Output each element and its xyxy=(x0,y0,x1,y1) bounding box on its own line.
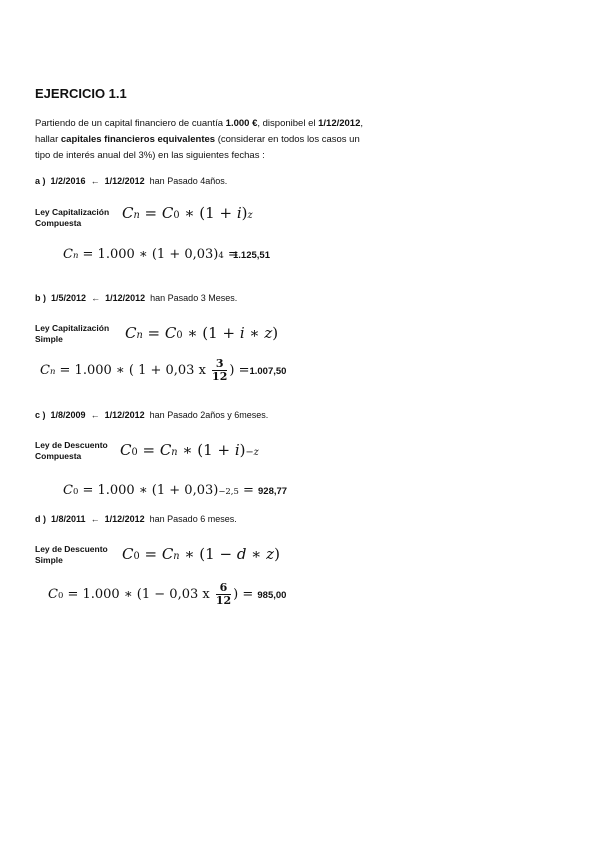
fraction xyxy=(212,358,227,383)
calc-body: = 1.000 ∗ (1 + 0,03) xyxy=(78,483,219,498)
case-from-date: 1/8/2011 xyxy=(51,514,86,524)
arrow-left-icon: ← xyxy=(90,410,100,420)
intro-text: , disponibel el xyxy=(257,118,319,129)
case-b-law-label xyxy=(35,323,109,345)
variable: i ∗ z xyxy=(239,324,273,342)
case-letter: a ) xyxy=(35,176,46,186)
case-b-formula xyxy=(125,324,278,342)
operator: = xyxy=(142,324,165,342)
intro-keyword: capitales financieros equivalentes xyxy=(60,134,216,145)
variable: i xyxy=(234,441,240,459)
law-type: Compuesta xyxy=(35,451,82,461)
exponent: z xyxy=(247,210,253,221)
exponent: −z xyxy=(245,447,259,458)
intro-text: hallar xyxy=(35,134,61,145)
operator: = xyxy=(139,545,162,563)
problem-statement xyxy=(35,116,405,164)
case-from-date: 1/2/2016 xyxy=(50,176,86,186)
case-note: han Pasado 2años y 6meses. xyxy=(149,410,269,420)
law-name: Ley de Descuento xyxy=(35,544,108,554)
operator: = xyxy=(223,247,239,262)
symbol: C xyxy=(161,204,174,222)
symbol: C xyxy=(48,587,58,602)
case-a-calculation xyxy=(63,247,239,262)
symbol: C xyxy=(120,441,132,459)
case-to-date: 1/12/2012 xyxy=(104,410,145,420)
operator: ∗ (1 − xyxy=(179,545,237,563)
subscript: n xyxy=(136,330,143,341)
numerator: 3 xyxy=(212,358,227,371)
operator: ) xyxy=(272,324,279,342)
case-a-result: 1.125,51 xyxy=(233,250,270,261)
case-from-date: 1/5/2012 xyxy=(51,293,87,303)
subscript: n xyxy=(171,447,178,458)
denominator: 12 xyxy=(215,594,232,607)
exponent: 4 xyxy=(218,250,224,260)
intro-text: Partiendo de un capital financiero de cuantía xyxy=(35,118,226,129)
intro-text: , xyxy=(360,118,364,129)
operator: = xyxy=(238,483,258,498)
case-d-calculation xyxy=(48,582,286,607)
variable: d ∗ z xyxy=(236,545,275,563)
subscript: 0 xyxy=(57,590,64,600)
operator: ∗ (1 + xyxy=(182,324,240,342)
symbol: C xyxy=(63,483,73,498)
intro-text: tipo de interés anual del 3%) en las siguientes fechas : xyxy=(35,150,265,161)
case-d-law-label xyxy=(35,544,108,566)
case-note: han Pasado 6 meses. xyxy=(149,514,237,524)
operator: ) = xyxy=(233,587,258,602)
case-note: han Pasado 3 Meses. xyxy=(150,293,238,303)
case-b-header xyxy=(35,293,237,303)
intro-text: (considerar en todos los casos un xyxy=(215,134,360,145)
subscript: n xyxy=(49,366,56,376)
case-d-result: 985,00 xyxy=(257,590,287,601)
case-b-calculation xyxy=(40,358,286,383)
case-d-header xyxy=(35,514,237,524)
law-name: Ley Capitalización xyxy=(35,323,110,333)
case-letter: c ) xyxy=(35,410,46,420)
law-type: Compuesta xyxy=(35,218,82,228)
intro-date: 1/12/2012 xyxy=(318,118,361,129)
case-d-formula xyxy=(122,545,280,563)
case-a-formula xyxy=(122,204,253,222)
case-from-date: 1/8/2009 xyxy=(50,410,86,420)
subscript: 0 xyxy=(133,551,140,562)
symbol: C xyxy=(161,545,174,563)
page-title: EJERCICIO 1.1 xyxy=(35,86,127,101)
case-a-header xyxy=(35,176,227,186)
symbol: C xyxy=(125,324,137,342)
subscript: n xyxy=(133,210,140,221)
case-to-date: 1/12/2012 xyxy=(105,293,146,303)
operator: = xyxy=(137,441,160,459)
subscript: n xyxy=(72,250,79,260)
fraction xyxy=(216,582,231,607)
subscript: 0 xyxy=(72,486,79,496)
arrow-left-icon: ← xyxy=(90,176,100,186)
symbol: C xyxy=(122,545,134,563)
law-name: Ley Capitalización xyxy=(35,207,110,217)
variable: i xyxy=(236,204,242,222)
arrow-left-icon: ← xyxy=(90,514,100,524)
law-type: Simple xyxy=(35,555,63,565)
numerator: 6 xyxy=(216,582,231,595)
operator: ) xyxy=(241,204,248,222)
operator: ) = xyxy=(229,363,250,378)
law-type: Simple xyxy=(35,334,63,344)
calc-body: = 1.000 ∗ (1 + 0,03) xyxy=(78,247,219,262)
case-b-result: 1.007,50 xyxy=(249,366,287,377)
law-name: Ley de Descuento xyxy=(35,440,108,450)
symbol: C xyxy=(159,441,172,459)
exponent: −2,5 xyxy=(218,486,239,496)
case-to-date: 1/12/2012 xyxy=(104,176,145,186)
calc-body: = 1.000 ∗ ( 1 + 0,03 x xyxy=(55,363,211,378)
case-c-formula xyxy=(120,441,259,459)
case-c-result: 928,77 xyxy=(258,486,288,497)
subscript: 0 xyxy=(131,447,138,458)
denominator: 12 xyxy=(212,370,228,383)
case-a-law-label xyxy=(35,207,109,229)
intro-amount: 1.000 € xyxy=(225,118,258,129)
subscript: 0 xyxy=(176,330,183,341)
operator: ) xyxy=(239,441,246,459)
symbol: C xyxy=(63,247,73,262)
case-c-calculation xyxy=(63,483,287,498)
case-c-header xyxy=(35,410,268,420)
symbol: C xyxy=(40,363,50,378)
case-letter: b ) xyxy=(35,293,46,303)
operator: ∗ (1 + xyxy=(177,441,235,459)
case-letter: d ) xyxy=(35,514,46,524)
case-c-law-label xyxy=(35,440,108,462)
symbol: C xyxy=(164,324,177,342)
subscript: n xyxy=(173,551,180,562)
case-to-date: 1/12/2012 xyxy=(104,514,145,524)
operator: ) xyxy=(274,545,280,563)
calc-body: = 1.000 ∗ (1 − 0,03 x xyxy=(63,587,214,602)
subscript: 0 xyxy=(173,210,180,221)
operator: = xyxy=(139,204,162,222)
arrow-left-icon: ← xyxy=(91,293,101,303)
operator: ∗ (1 + xyxy=(179,204,237,222)
case-note: han Pasado 4años. xyxy=(149,176,228,186)
symbol: C xyxy=(122,204,134,222)
